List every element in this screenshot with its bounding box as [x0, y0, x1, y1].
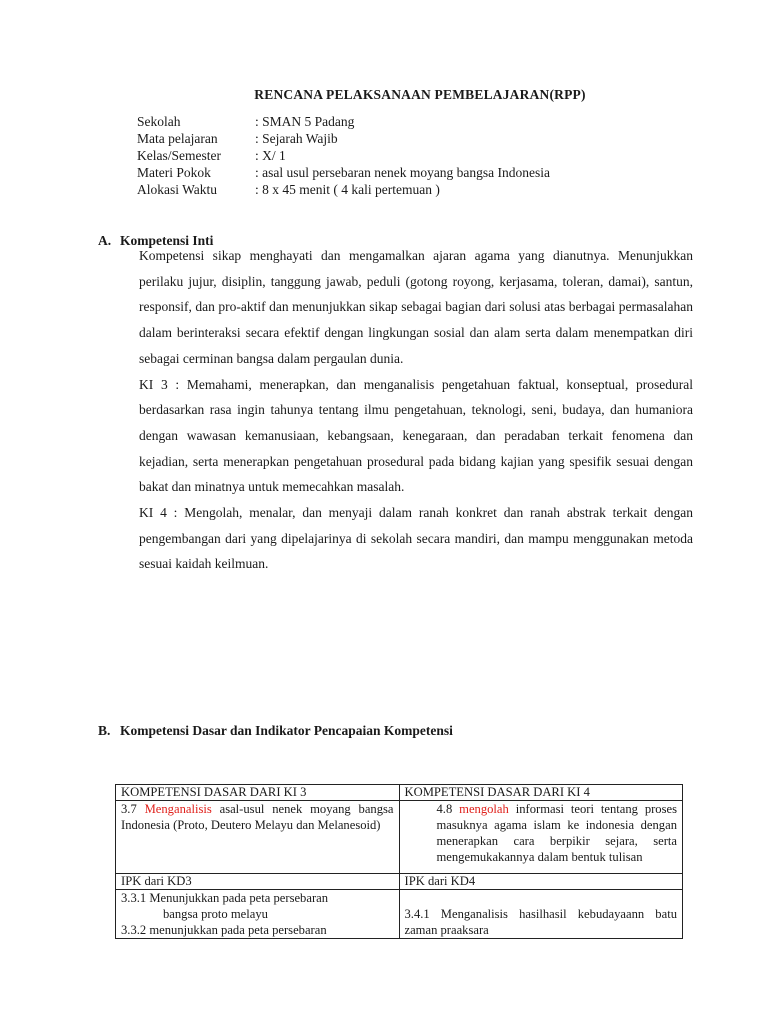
section-letter: B.: [98, 723, 111, 738]
ipk3-number: 3.3.2: [121, 923, 147, 937]
meta-value: : SMAN 5 Padang: [255, 114, 355, 129]
table-row-ipk: [116, 890, 683, 939]
header-kd3: KOMPETENSI DASAR DARI KI 3: [116, 785, 400, 801]
meta-value: : asal usul persebaran nenek moyang bangsa Indonesia: [255, 165, 551, 180]
kd4-content: [405, 801, 678, 865]
ipk4-number: 3.4.1: [404, 907, 430, 921]
meta-row-school: [137, 113, 550, 130]
meta-row-topic: [137, 164, 550, 181]
ipk3-item: [121, 922, 394, 938]
header-ipk-kd3: IPK dari KD3: [116, 874, 400, 890]
kompetensi-table: [115, 784, 683, 939]
kd3-number: 3.7: [121, 802, 137, 816]
header-kd4: KOMPETENSI DASAR DARI KI 4: [399, 785, 683, 801]
ipk3-text: menunjukkan pada peta persebaran: [146, 923, 327, 937]
metadata-block: [137, 113, 550, 198]
table-ipk-header-row: [116, 874, 683, 890]
ipk3-text: Menunjukkan pada peta persebaran: [146, 891, 329, 905]
document-title: RENCANA PELAKSANAAN PEMBELAJARAN(RPP): [254, 87, 586, 102]
ki3-paragraph: KI 3 : Memahami, menerapkan, dan menganalisis pengetahuan faktual, konseptual, prosedural berdasarkan rasa ingin tahunya tentang ilmu pengetahuan, teknologi, seni, budaya, dan humaniora dengan wawasan kemanusiaan, kebangsaan, kenegaraan, dan peradaban terkait fenomena dan kejadian, serta menerapkan pengetahuan prosedural pada bidang kajian yang spesifik sesuai dengan bakat dan minatnya untuk memecahkan masalah.: [139, 376, 693, 495]
meta-value: : 8 x 45 menit ( 4 kali pertemuan ): [255, 182, 440, 197]
meta-row-subject: [137, 130, 550, 147]
section-letter: A.: [98, 233, 112, 248]
meta-value: : Sejarah Wajib: [255, 131, 338, 146]
kd4-cell: [399, 801, 683, 874]
kd4-text: informasi teori tentang proses masuknya agama islam ke indonesia dengan menerapkan cara berpikir sejara, serta mengemukakannya dalam bentuk tulisan: [436, 802, 678, 864]
section-title: Kompetensi Dasar dan Indikator Pencapaian Kompetensi: [120, 723, 453, 738]
ki-sikap-paragraph: Kompetensi sikap menghayati dan mengamalkan ajaran agama yang dianutnya. Menunjukkan perilaku jujur, disiplin, tanggung jawab, peduli (gotong royong, kerjasama, toleran, damai), santun, responsif, dan pro-aktif dan menunjukkan sikap sebagai bagian dari solusi atas berbagai permasalahan dalam berinteraksi secara efektif dengan lingkungan sosial dan alam serta dalam menempatkan diri sebagai cerminan bangsa dalam pergaulan dunia.: [139, 248, 693, 366]
meta-key: Materi Pokok: [137, 165, 211, 180]
table-header-row: [116, 785, 683, 801]
meta-row-time: [137, 181, 550, 198]
meta-key: Sekolah: [137, 114, 181, 129]
kd4-verb: mengolah: [459, 802, 509, 816]
kompetensi-inti-body: [139, 243, 693, 577]
kd3-cell: [116, 801, 400, 874]
meta-value: : X/ 1: [255, 148, 286, 163]
meta-key: Kelas/Semester: [137, 148, 221, 163]
meta-row-class: [137, 147, 550, 164]
ipk4-text: Menganalisis hasilhasil kebudayaann batu zaman praaksara: [404, 907, 677, 937]
kd3-text: asal-usul nenek moyang bangsa Indonesia (Proto, Deutero Melayu dan Melanesoid): [121, 802, 394, 832]
kd4-number: 4.8: [436, 802, 453, 816]
table-row-kd: [116, 801, 683, 874]
ipk3-item: [121, 890, 394, 906]
meta-key: Alokasi Waktu: [137, 182, 218, 197]
ipk4-cell: [399, 890, 683, 939]
meta-key: Mata pelajaran: [137, 131, 218, 146]
ipk3-number: 3.3.1: [121, 891, 147, 905]
ipk3-item-continuation: bangsa proto melayu: [163, 907, 268, 921]
ipk3-cell: [116, 890, 400, 939]
header-ipk-kd4: IPK dari KD4: [399, 874, 683, 890]
ki4-paragraph: KI 4 : Mengolah, menalar, dan menyaji dalam ranah konkret dan ranah abstrak terkait dengan pengembangan dari yang dipelajarinya di sekolah secara mandiri, dan mampu menggunakan metoda sesuai kaidah keilmuan.: [139, 505, 693, 572]
section-title: Kompetensi Inti: [120, 233, 214, 248]
section-b-heading: [98, 723, 453, 739]
kd3-verb: Menganalisis: [144, 802, 212, 816]
